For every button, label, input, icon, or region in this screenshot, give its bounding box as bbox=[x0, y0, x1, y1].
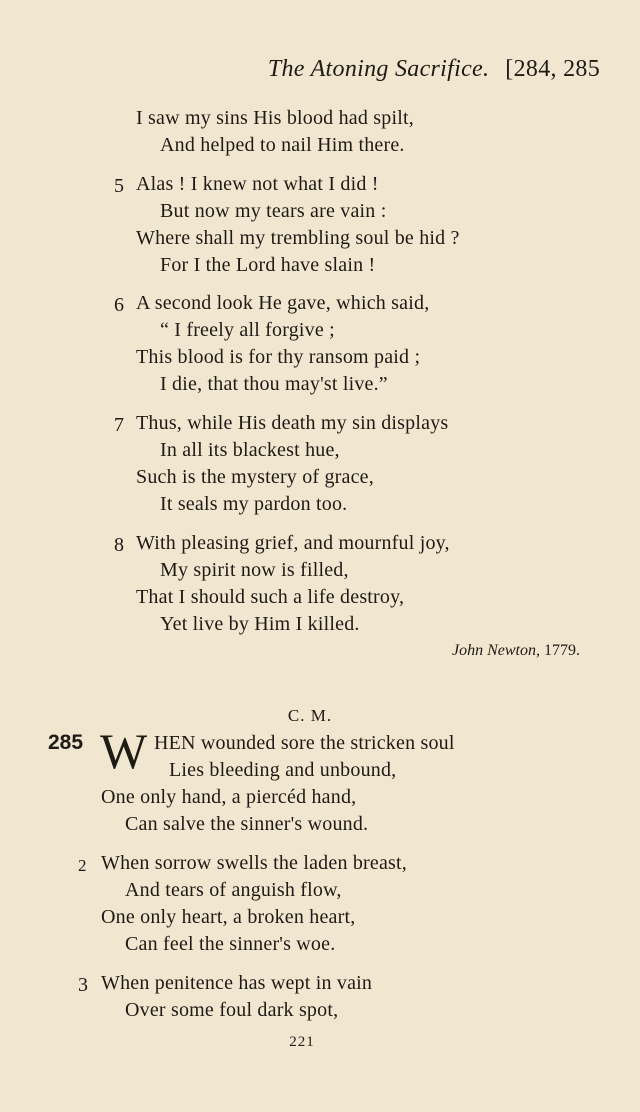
page-header bbox=[0, 56, 600, 83]
verse-line: A second look He gave, which said, bbox=[136, 292, 430, 314]
verse-line: HEN wounded sore the stricken soul bbox=[154, 732, 455, 754]
verse-line: With pleasing grief, and mournful joy, bbox=[136, 532, 450, 554]
verse-line: And helped to nail Him there. bbox=[160, 134, 405, 156]
verse-line: Over some foul dark spot, bbox=[125, 999, 339, 1021]
verse-line: “ I freely all forgive ; bbox=[160, 319, 335, 341]
section-title: The Atoning Sacrifice. bbox=[267, 56, 490, 82]
stanza-number: 3 bbox=[78, 974, 88, 996]
verse-line: Such is the mystery of grace, bbox=[136, 466, 374, 488]
verse-line: Can salve the sinner's wound. bbox=[125, 813, 369, 835]
verse-line: Can feel the sinner's woe. bbox=[125, 933, 336, 955]
page-number: 221 bbox=[289, 1034, 315, 1050]
meter-label: C. M. bbox=[287, 706, 333, 725]
verse-line: That I should such a life destroy, bbox=[136, 586, 405, 608]
verse-line: Alas ! I knew not what I did ! bbox=[136, 173, 379, 195]
verse-line: Where shall my trembling soul be hid ? bbox=[136, 227, 460, 249]
author-year: 1779. bbox=[544, 642, 580, 659]
verse-line: I die, that thou may'st live.” bbox=[160, 373, 388, 395]
author-attribution bbox=[452, 642, 580, 660]
verse-line: When penitence has wept in vain bbox=[101, 972, 373, 994]
hymn-number: 285 bbox=[48, 731, 84, 754]
verse-line: And tears of anguish flow, bbox=[125, 879, 342, 901]
verse-line: One only heart, a broken heart, bbox=[101, 906, 356, 928]
stanza-number: 5 bbox=[114, 175, 124, 197]
stanza-number: 2 bbox=[78, 856, 87, 875]
author-name: John Newton, bbox=[452, 642, 540, 659]
verse-line: It seals my pardon too. bbox=[160, 493, 348, 515]
drop-cap: W bbox=[100, 723, 148, 779]
verse-line: Yet live by Him I killed. bbox=[160, 613, 360, 635]
verse-line: For I the Lord have slain ! bbox=[160, 254, 376, 276]
verse-line: In all its blackest hue, bbox=[160, 439, 340, 461]
verse-line: One only hand, a piercéd hand, bbox=[101, 786, 357, 808]
stanza-number: 7 bbox=[114, 414, 124, 436]
stanza-number: 6 bbox=[114, 294, 124, 316]
verse-line: My spirit now is filled, bbox=[160, 559, 349, 581]
hymn-number-range: [284, 285 bbox=[505, 56, 600, 82]
verse-line: But now my tears are vain : bbox=[160, 200, 387, 222]
verse-line: Thus, while His death my sin displays bbox=[136, 412, 449, 434]
verse-line: When sorrow swells the laden breast, bbox=[101, 852, 407, 874]
verse-line: Lies bleeding and unbound, bbox=[169, 759, 397, 781]
verse-line: I saw my sins His blood had spilt, bbox=[136, 107, 414, 129]
stanza-number: 8 bbox=[114, 534, 124, 556]
verse-line: This blood is for thy ransom paid ; bbox=[136, 346, 421, 368]
